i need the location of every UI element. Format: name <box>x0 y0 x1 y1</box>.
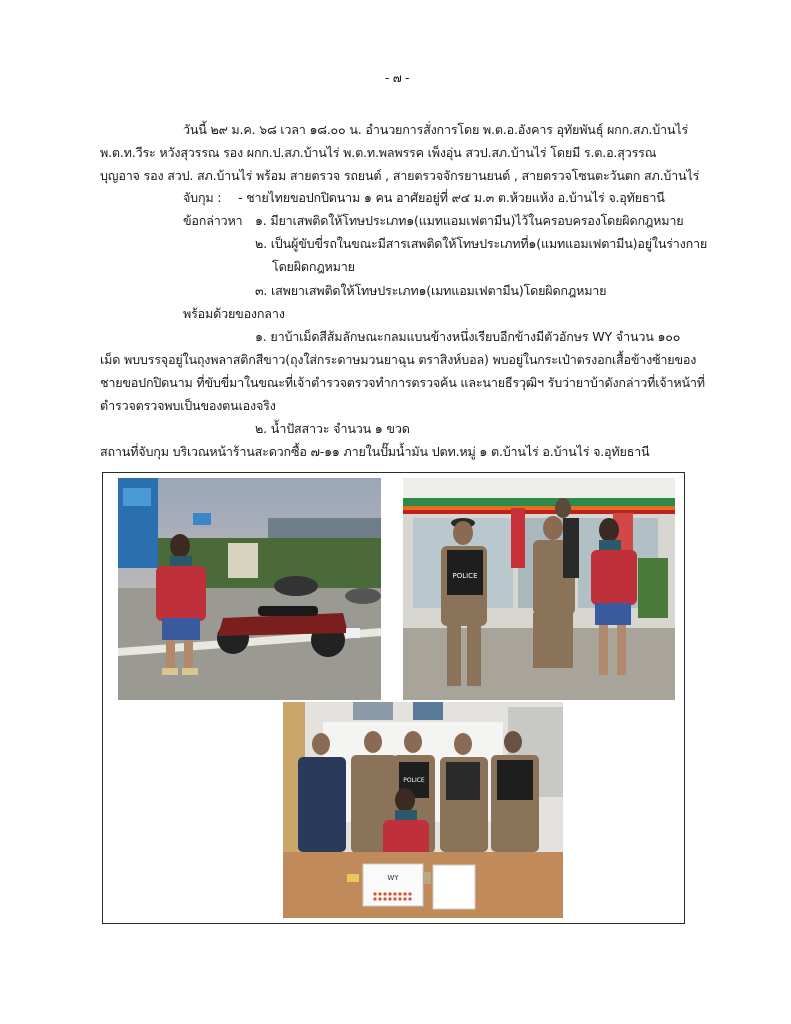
evidence-item-1-line-3: ชายขอปกปิดนาม ที่ขับขี่มาในขณะที่เจ้าตำรวจตรวจทำการตรวจค้น และนายธีรวุฒิฯ รับว่ายาบ้าดังกล่าวที่เจ้าหน้าที่ <box>100 375 705 390</box>
charge-item-1: ๑. มียาเสพติดให้โทษประเภท๑(แมทแอมเฟตามีน)ไว้ในครอบครองโดยผิดกฎหมาย <box>255 213 684 228</box>
vest-text-1: POLICE <box>452 572 478 580</box>
page-number: - ๗ - <box>385 71 410 85</box>
arrest-label: จับกุม : <box>183 190 222 205</box>
photo-police-store-image <box>403 478 675 700</box>
evidence-item-1-line-2: เม็ด พบบรรจุอยู่ในถุงพลาสติกสีขาว(ถุงใส่กระดาษมวนยาฉุน ตราสิงห์บอล) พบอยู่ในกระเป๋าตรงอกเสื้อข้างซ้ายของ <box>100 352 697 367</box>
evidence-item-1: ๑. ยาบ้าเม็ดสีส้มลักษณะกลมแบนข้างหนึ่งเรียบอีกข้างมีตัวอักษร WY จำนวน ๑๐๐ <box>255 329 681 344</box>
paragraph-line-1: วันนี้ ๒๙ ม.ค. ๖๘ เวลา ๑๘.๐๐ น. อำนวยการสั่งการโดย พ.ต.อ.อังคาร อุทัยพันธุ์ ผกก.สภ.บ้านไร่ <box>183 122 688 137</box>
evidence-heading: พร้อมด้วยของกลาง <box>183 306 285 321</box>
charge-item-2: ๒. เป็นผู้ขับขี่รถในขณะมีสารเสพติดให้โทษประเภทที่๑(แมทแอมเฟตามีน)อยู่ในร่างกาย <box>255 236 708 251</box>
vest-text-2: POLICE <box>403 777 425 784</box>
photo-police-store <box>403 478 675 700</box>
paragraph-line-3: บุญอาจ รอง สวป. สภ.บ้านไร่ พร้อม สายตรวจ รถยนต์ , สายตรวจจักรยานยนต์ , สายตรวจโซนตะวันตก สภ.บ้านไร่ <box>100 168 700 183</box>
evidence-item-1-line-4: ตำรวจตรวจพบเป็นของตนเองจริง <box>100 398 276 413</box>
photo-suspect-motorcycle <box>118 478 381 700</box>
arrest-text: - ชายไทยขอปกปิดนาม ๑ คน อาศัยอยู่ที่ ๙๔ ม.๓ ต.ห้วยแห้ง อ.บ้านไร่ จ.อุทัยธานี <box>238 190 665 205</box>
evidence-item-2: ๒. น้ำปัสสาวะ จำนวน ๑ ขวด <box>255 421 410 436</box>
photo-group-evidence-image <box>283 702 563 918</box>
charge-item-3: ๓. เสพยาเสพติดให้โทษประเภท๑(เมทแอมเฟตามีน)โดยผิดกฎหมาย <box>255 283 607 298</box>
photo-suspect-motorcycle-image <box>118 478 381 700</box>
paragraph-line-2: พ.ต.ท.วีระ หวังสุวรรณ รอง ผกก.ป.สภ.บ้านไร่ พ.ต.ท.พลพรรค เพ็งอุ่น สวป.สภ.บ้านไร่ โดยมี ร.ต.อ.สุวรรณ <box>100 145 657 160</box>
evidence-sheet-text: WY <box>387 874 399 882</box>
photo-group-evidence <box>283 702 563 918</box>
arrest-location: สถานที่จับกุม บริเวณหน้าร้านสะดวกซื้อ ๗-๑๑ ภายในปั๊มน้ำมัน ปตท.หมู่ ๑ ต.บ้านไร่ อ.บ้านไร่ จ.อุทัยธานี <box>100 444 650 459</box>
charge-item-2-cont: โดยผิดกฎหมาย <box>272 259 355 274</box>
charges-label: ข้อกล่าวหา <box>183 213 243 228</box>
